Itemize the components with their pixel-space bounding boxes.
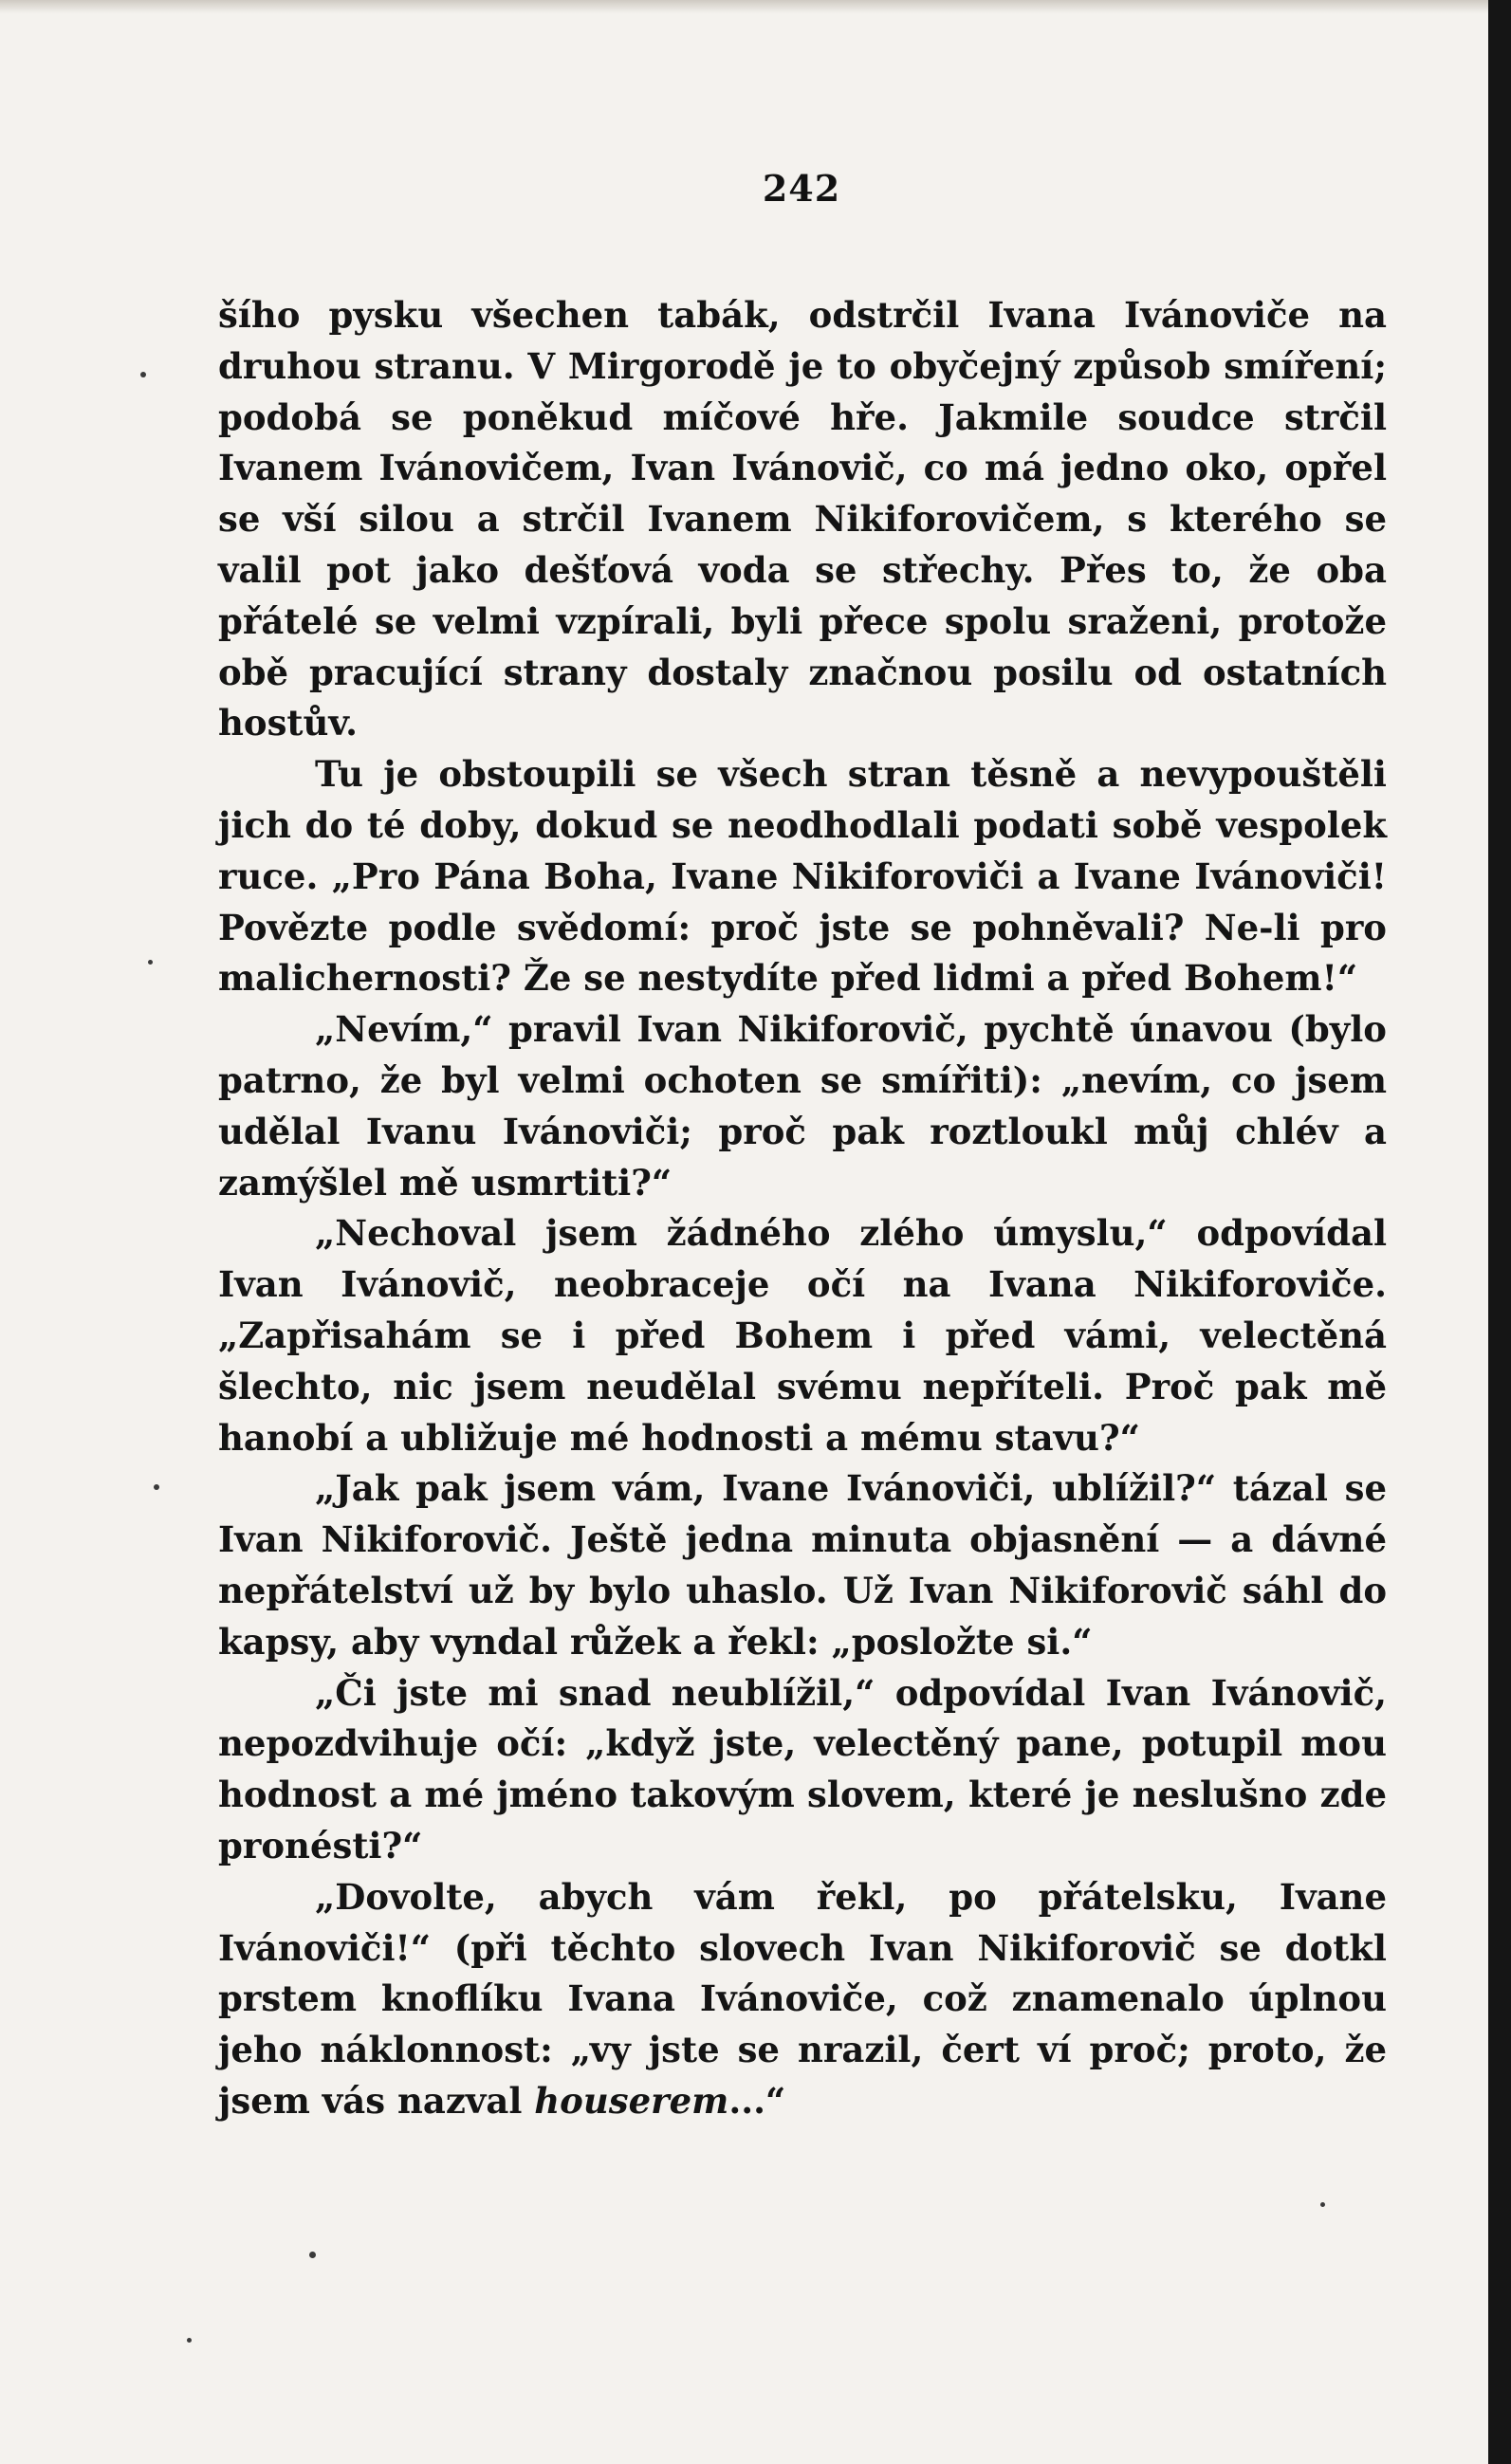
print-speck	[154, 1484, 159, 1490]
print-speck	[1320, 2202, 1325, 2207]
paragraph-7	[218, 1872, 1387, 2127]
paragraph-2: Tu je obstoupili se všech stran těsně a nevypouštěli jich do té doby, dokud se neodhodlali podati sobě vespolek ruce. „Pro Pána Boha, Ivane Nikiforoviči a Ivane Ivánoviči! Povězte podle svědomí: proč jste se pohněvali? Ne-li pro malichernosti? Že se nestydíte před lidmi a před Bohem!“	[218, 753, 1387, 1000]
paragraph-1: šího pysku všechen tabák, odstrčil Ivana Ivánoviče na druhou stranu. V Mirgorodě je to obyčejný způsob smíření; podobá se poněkud míčové hře. Jakmile soudce strčil Ivanem Ivánovičem, Ivan Ivánovič, co má jedno oko, opřel se vší silou a strčil Ivanem Nikiforovičem, s kterého se valil pot jako dešťová voda se střechy. Přes to, že oba přátelé se velmi vzpírali, byli přece spolu sraženi, protože obě pracující strany dostaly značnou posilu od ostatních hostův.	[218, 294, 1387, 745]
body-text	[218, 290, 1387, 2127]
paragraph-5: „Jak pak jsem vám, Ivane Ivánoviči, ublížil?“ tázal se Ivan Nikiforovič. Ještě jedna minuta objasnění — a dávné nepřátelství už by bylo uhaslo. Už Ivan Nikiforovič sáhl do kapsy, aby vyndal růžek a řekl: „posložte si.“	[218, 1467, 1387, 1663]
print-speck	[140, 372, 146, 377]
print-speck	[187, 2338, 192, 2343]
page-number: 242	[762, 167, 841, 210]
page-top-shadow	[0, 0, 1511, 13]
closing-quote: ...“	[728, 2079, 786, 2122]
paragraph-4: „Nechoval jsem žádného zlého úmyslu,“ odpovídal Ivan Ivánovič, neobraceje očí na Ivana Nikiforoviče. „Zapřisahám se i před Bohem i před vámi, velectěná šlechto, nic jsem neudělal svému nepříteli. Proč pak mě hanobí a ubližuje mé hodnosti a mému stavu?“	[218, 1212, 1387, 1459]
print-speck	[309, 2252, 316, 2258]
page-right-edge	[1488, 0, 1511, 2464]
paragraph-3: „Nevím,“ pravil Ivan Nikiforovič, pychtě únavou (bylo patrno, že byl velmi ochoten se smířiti): „nevím, co jsem udělal Ivanu Ivánoviči; proč pak roztloukl můj chlév a zamýšlel mě usmrtiti?“	[218, 1008, 1387, 1204]
paragraph-6: „Či jste mi snad neublížil,“ odpovídal Ivan Ivánovič, nepozdvihuje očí: „když jste, velectěný pane, potupil mou hodnost a mé jméno takovým slovem, které je neslušno zde pronésti?“	[218, 1671, 1387, 1866]
print-speck	[148, 960, 153, 965]
italic-word: houserem	[534, 2079, 729, 2122]
paragraph-7-text: „Dovolte, abych vám řekl, po přátelsku, Ivane Ivánoviči!“ (při těchto slovech Ivan Nikiforovič se dotkl prstem knoflíku Ivana Ivánoviče, což znamenalo úplnou jeho náklonnost: „vy jste se nrazil, čert ví proč; proto, že jsem vás nazval	[218, 1875, 1387, 2122]
